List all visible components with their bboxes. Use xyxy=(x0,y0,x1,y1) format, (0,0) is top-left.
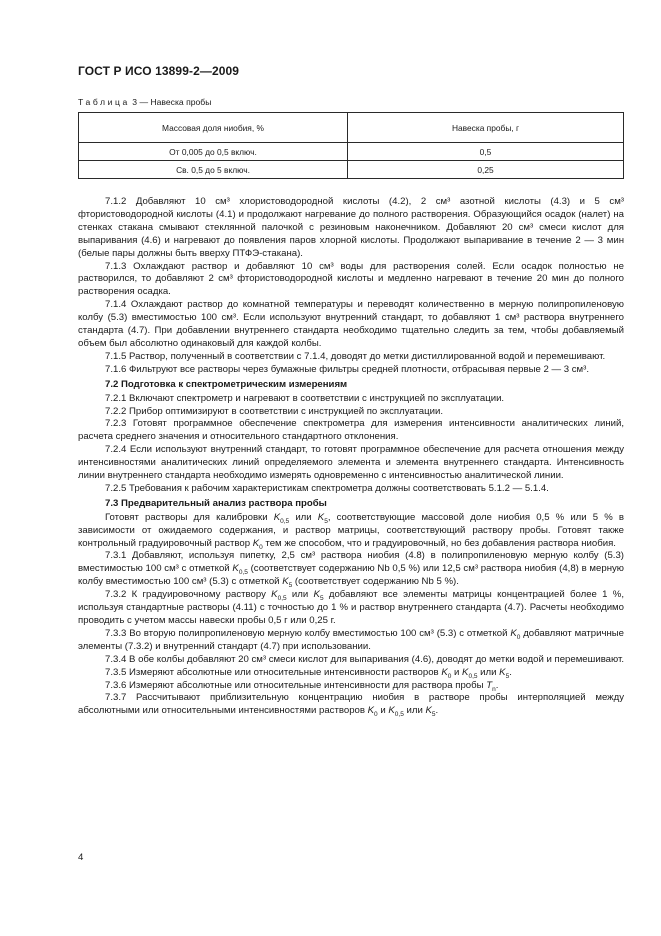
paragraph: 7.1.3 Охлаждают раствор и добавляют 10 см³ воды для растворения солей. Если осадок полностью не растворился, то добавляют 2 см³ фтористоводородной кислоты и медленно нагревают в течение 20 мин до полного растворения осадка. xyxy=(78,260,624,298)
section-heading: 7.3 Предварительный анализ раствора пробы xyxy=(105,497,327,509)
document-body xyxy=(78,196,624,718)
paragraph: 7.1.2 Добавляют 10 см³ хлористоводородной кислоты (4.2), 2 см³ азотной кислоты (4.3) и 5 см³ фтористоводородной кислоты (4.1) и продолжают нагревание до полного растворения. Образующийся осадок (налет) на стенках стакана смывают стеклянной палочкой с резиновым наконечником. Добавляют 20 см³ смеси кислот для выпаривания (4.6) и нагревают до появления паров хлорной кислоты. Продолжают выпаривание в течение 2 — 3 мин (белые пары должны быть вверху ПТФЭ-стакана). xyxy=(78,196,624,259)
page-number: 4 xyxy=(78,852,84,863)
paragraph: 7.3.7 Рассчитывают приблизительную концентрацию ниобия в растворе пробы интерполяцией между абсолютными или относительными интенсивностями растворов $K_0$ и $K_{0,5}$ или $K_5$. xyxy=(78,692,624,719)
paragraph: 7.2.4 Если используют внутренний стандарт, то готовят программное обеспечение для расчета отношения между интенсивностями аналитических линий определяемого элемента и элемента внутреннего стандарта. Интенсивность линии внутреннего стандарта необходимо измерять одновременно с интенсивностью аналитической линии. xyxy=(78,444,624,482)
paragraph: 7.2.5 Требования к рабочим характеристикам спектрометра должны соответствовать 5.1.2 — 5.1.4. xyxy=(105,482,549,494)
document-header: ГОСТ Р ИСО 13899-2—2009 xyxy=(78,64,240,78)
paragraph: 7.3.4 В обе колбы добавляют 20 см³ смеси кислот для выпаривания (4.6), доводят до метки водой и перемешивают. xyxy=(105,653,625,665)
paragraph: 7.3.6 Измеряют абсолютные или относительные интенсивности для раствора пробы $T_n$. xyxy=(105,679,499,693)
table-caption-word: Таблица xyxy=(78,97,130,107)
table-cell: От 0,005 до 0,5 включ. xyxy=(79,143,348,161)
table-cell: 0,5 xyxy=(348,143,624,161)
paragraph: 7.3.3 Во вторую полипропиленовую мерную колбу вместимостью 100 см³ (5.3) с отметкой $K_0$ добавляют матричные элементы (7.3.2) и внутренний стандарт (4.7) при использовании. xyxy=(78,627,624,652)
paragraph: 7.3.2 К градуировочному раствору $K_{0,5}$ или $K_5$ добавляют все элементы матрицы концентрацией более 1 %, используя стандартные растворы (4.11) с точностью до 1 % и раствор внутреннего стандарта (4.7). Расчеты необходимо проводить с учетом массы навески пробы 0,5 г или 0,25 г. xyxy=(78,589,624,626)
table-cell: Св. 0,5 до 5 включ. xyxy=(79,161,348,179)
table-header-cell: Массовая доля ниобия, % xyxy=(79,113,348,143)
paragraph: 7.2.2 Прибор оптимизируют в соответствии с инструкцией по эксплуатации. xyxy=(105,405,444,417)
paragraph: 7.3.1 Добавляют, используя пипетку, 2,5 см³ раствора ниобия (4.8) в полипропиленовую мерную колбу (5.3) вместимостью 100 см³ с отметкой $K_{0,5}$ (соответствует содержанию Nb 0,5 %) или 12,5 см³ раствора ниобия (4,8) в мерную колбу вместимостью 100 см³ (5.3) с отметкой $K_5$ (соответствует содержанию Nb 5 %). xyxy=(78,550,624,590)
table-caption xyxy=(78,97,211,107)
table-row xyxy=(79,161,624,179)
table-cell: 0,25 xyxy=(348,161,624,179)
paragraph: Готовят растворы для калибровки $K_{0,5}$ или $K_5$, соответствующие массовой доле ниобия 0,5 % или 5 % в зависимости от ожидаемого содержания, и раствор матрицы, соответствующий раствору пробы. Готовят также контрольный градуировочный раствор $K_0$ тем же способом, что и градуировочный, но без добавления раствора ниобия. xyxy=(78,511,624,551)
table-row xyxy=(79,143,624,161)
paragraph: 7.1.6 Фильтруют все растворы через бумажные фильтры средней плотности, отбрасывая первые 2 — 3 см³. xyxy=(105,363,589,375)
paragraph: 7.2.3 Готовят программное обеспечение спектрометра для измерения интенсивности аналитических линий, расчета среднего значения и относительного стандартного отклонения. xyxy=(78,418,624,443)
paragraph: 7.1.5 Раствор, полученный в соответствии с 7.1.4, доводят до метки дистиллированной водой и перемешивают. xyxy=(105,350,606,362)
paragraph: 7.3.5 Измеряют абсолютные или относительные интенсивности растворов $K_0$ и $K_{0,5}$ или $K_5$. xyxy=(105,666,512,680)
paragraph: 7.1.4 Охлаждают раствор до комнатной температуры и переводят количественно в мерную полипропиленовую колбу (5.3) вместимостью 100 см³. Если используют внутренний стандарт, то добавляют 1 см³ раствора внутреннего стандарта (4.7). При добавлении внутреннего стандарта необходимо тщательно следить за тем, чтобы добавляемый объем был абсолютно одинаковый для каждой колбы. xyxy=(78,299,624,349)
section-heading: 7.2 Подготовка к спектрометрическим измерениям xyxy=(105,378,348,390)
table-header-row xyxy=(79,113,624,143)
table-caption-title: 3 — Навеска пробы xyxy=(132,97,212,107)
paragraph: 7.2.1 Включают спектрометр и нагревают в соответствии с инструкцией по эксплуатации. xyxy=(105,392,505,404)
sample-weight-table xyxy=(78,112,624,179)
table-header-cell: Навеска пробы, г xyxy=(348,113,624,143)
